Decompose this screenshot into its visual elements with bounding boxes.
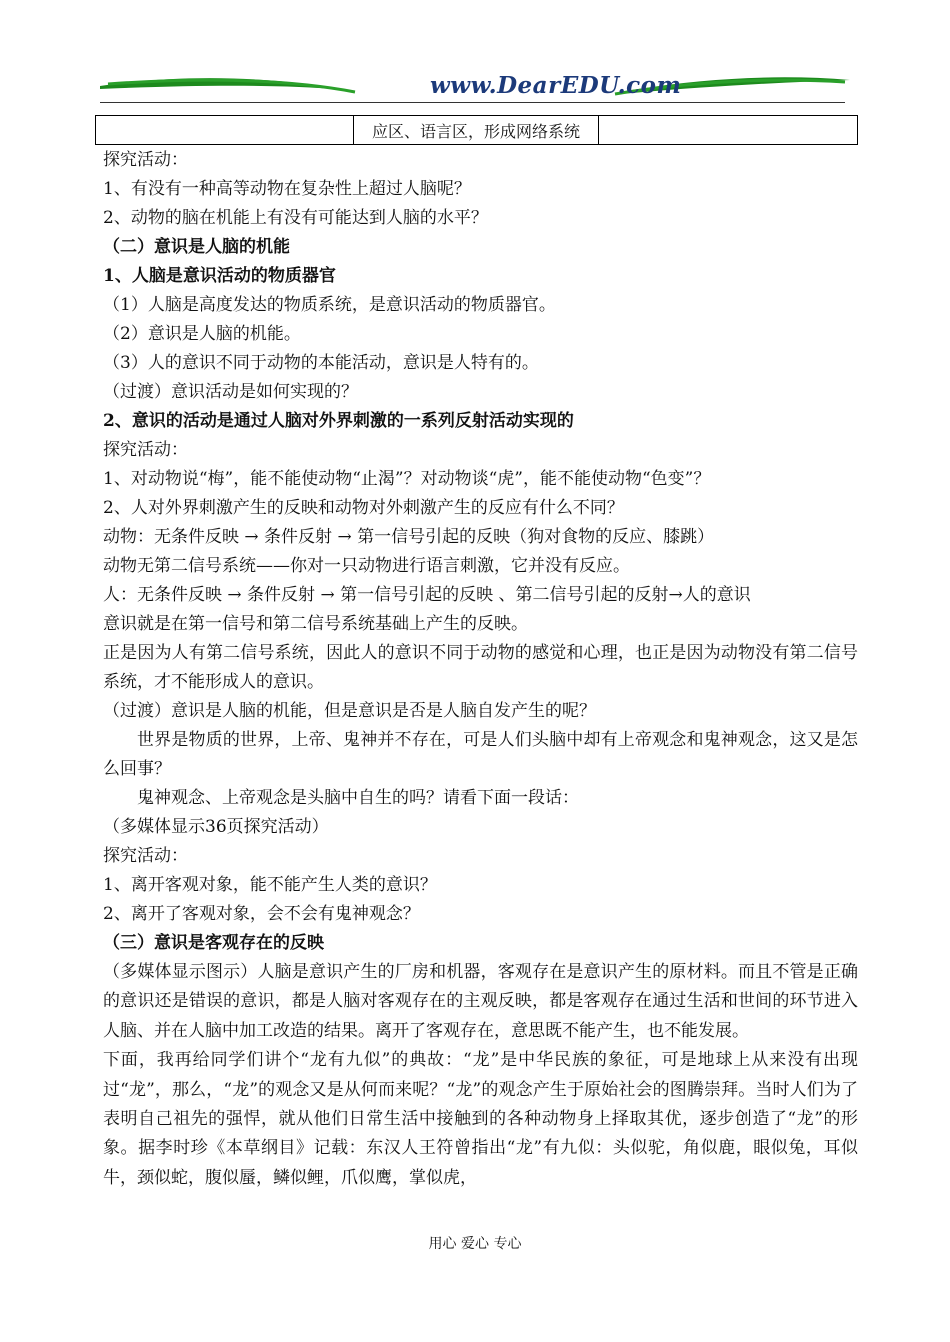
paragraph: 动物：无条件反映 → 条件反射 → 第一信号引起的反映（狗对食物的反应、膝跳） bbox=[103, 527, 715, 547]
paragraph: 鬼神观念、上帝观念是头脑中自生的吗？请看下面一段话： bbox=[137, 788, 579, 808]
paragraph: （多媒体显示36页探究活动） bbox=[103, 817, 329, 837]
table-cell bbox=[96, 116, 354, 145]
paragraph: （2）意识是人脑的机能。 bbox=[103, 324, 301, 344]
section-heading: （三）意识是客观存在的反映 bbox=[103, 933, 324, 953]
paragraph: 世界是物质的世界，上帝、鬼神并不存在，可是人们头脑中却有上帝观念和鬼神观念，这又是怎么回事？ bbox=[103, 730, 858, 779]
page-footer: 用心 爱心 专心 bbox=[428, 1236, 522, 1252]
site-header bbox=[100, 70, 850, 104]
document-body bbox=[103, 146, 858, 1193]
paragraph: 意识就是在第一信号和第二信号系统基础上产生的反映。 bbox=[103, 614, 528, 634]
paragraph: 2、人对外界刺激产生的反映和动物对外刺激产生的反应有什么不同？ bbox=[103, 498, 624, 518]
paragraph: 1、离开客观对象，能不能产生人类的意识？ bbox=[103, 875, 437, 895]
paragraph: 1、有没有一种高等动物在复杂性上超过人脑呢？ bbox=[103, 179, 471, 199]
paragraph: （多媒体显示图示）人脑是意识产生的厂房和机器，客观存在是意识产生的原材料。而且不管是正确的意识还是错误的意识，都是人脑对客观存在的主观反映，都是客观存在通过生活和世间的环节进入人脑、并在人脑中加工改造的结果。离开了客观存在，意思既不能产生，也不能发展。 bbox=[103, 962, 858, 1041]
paragraph: 1、对动物说“梅”，能不能使动物“止渴”？对动物谈“虎”，能不能使动物“色变”？ bbox=[103, 469, 711, 489]
table-cell bbox=[599, 116, 858, 145]
table-row bbox=[96, 116, 858, 145]
paragraph: 动物无第二信号系统——你对一只动物进行语言刺激，它并没有反应。 bbox=[103, 556, 630, 576]
paragraph: （过渡）意识活动是如何实现的？ bbox=[103, 382, 358, 402]
paragraph: 人：无条件反映 → 条件反射 → 第一信号引起的反映 、第二信号引起的反射→人的意识 bbox=[103, 585, 751, 605]
paragraph: （1）人脑是高度发达的物质系统，是意识活动的物质器官。 bbox=[103, 295, 556, 315]
site-logo-text: www.DearEDU.com bbox=[430, 72, 682, 99]
paragraph: 探究活动： bbox=[103, 440, 188, 460]
table-cell: 应区、语言区，形成网络系统 bbox=[354, 116, 599, 145]
paragraph: 正是因为人有第二信号系统，因此人的意识不同于动物的感觉和心理，也正是因为动物没有第二信号系统，才不能形成人的意识。 bbox=[103, 643, 858, 692]
paragraph: 2、动物的脑在机能上有没有可能达到人脑的水平？ bbox=[103, 208, 488, 228]
header-divider bbox=[100, 102, 845, 103]
paragraph: （3）人的意识不同于动物的本能活动，意识是人特有的。 bbox=[103, 353, 539, 373]
paragraph: 下面，我再给同学们讲个“龙有九似”的典故：“龙”是中华民族的象征，可是地球上从来没有出现过“龙”，那么，“龙”的观念又是从何而来呢？“龙”的观念产生于原始社会的图腾崇拜。当时人们为了表明自己祖先的强悍，就从他们日常生活中接触到的各种动物身上择取其优，逐步创造了“龙”的形象。据李时珍《本草纲目》记载：东汉人王符曾指出“龙”有九似：头似驼，角似鹿，眼似兔，耳似牛，颈似蛇，腹似蜃，鳞似鲤，爪似鹰，掌似虎， bbox=[103, 1050, 858, 1188]
subsection-heading: 2、意识的活动是通过人脑对外界刺激的一系列反射活动实现的 bbox=[103, 411, 574, 431]
paragraph: （过渡）意识是人脑的机能，但是意识是否是人脑自发产生的呢？ bbox=[103, 701, 596, 721]
continuation-table bbox=[95, 115, 858, 145]
paragraph: 探究活动： bbox=[103, 846, 188, 866]
paragraph: 2、离开了客观对象，会不会有鬼神观念？ bbox=[103, 904, 420, 924]
subsection-heading: 1、人脑是意识活动的物质器官 bbox=[103, 266, 336, 286]
paragraph: 探究活动： bbox=[103, 150, 188, 170]
section-heading: （二）意识是人脑的机能 bbox=[103, 237, 290, 257]
